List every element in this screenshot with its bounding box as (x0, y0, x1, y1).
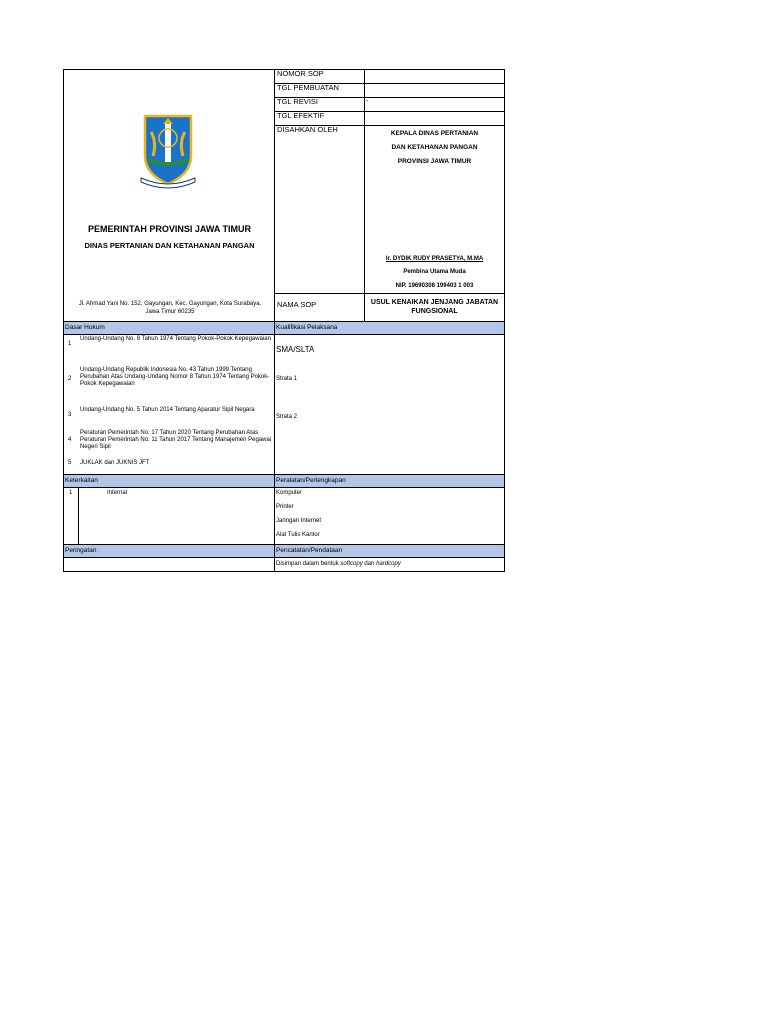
dasar-hukum-list (63, 334, 274, 474)
dasar-hukum-num: 3 (68, 412, 72, 418)
dasar-hukum-num: 4 (68, 437, 72, 443)
signer-name: Ir. DYDIK RUDY PRASETYA, M.MA (385, 256, 484, 262)
dasar-hukum-item-3: Undang-Undang No. 5 Tahun 2014 Tentang Aparatur Sipil Negara (80, 407, 255, 413)
peralatan-header: Peralatan/Perlengkapan (274, 474, 505, 487)
govt-name: PEMERINTAH PROVINSI JAWA TIMUR (87, 224, 251, 234)
kualifikasi-item-2: Strata 1 (276, 376, 298, 382)
meta-label-tgl-revisi: TGL REVISI (274, 97, 364, 111)
dasar-hukum-item-4: Peraturan Pemerintah No. 17 Tahun 2020 Tentang Perubahan Atas Peraturan Pemerintah No. 11 Tahun 2017 Tentang Manajemen Pegawai Negeri Sipil (80, 430, 272, 450)
pencatatan-softcopy: softcopy (340, 561, 363, 567)
kualifikasi-list (274, 334, 505, 474)
sop-name-label: NAMA SOP (274, 293, 364, 321)
meta-label-nomor-sop: NOMOR SOP (274, 69, 364, 83)
keterkaitan-num: 1 (69, 490, 73, 496)
dasar-hukum-item-1: Undang-Undang No. 8 Tahun 1974 Tentang Pokok-Pokok Kepegawaian (80, 336, 271, 342)
keterkaitan-text-cell (78, 487, 274, 544)
approval-label: DISAHKAN OLEH (274, 125, 364, 293)
pencatatan-prefix: Disimpan dalam bentuk (276, 561, 341, 567)
approval-block (364, 125, 505, 293)
peralatan-item-2: Printer (276, 504, 294, 510)
meta-value-nomor-sop (364, 69, 505, 83)
meta-value-tgl-efektif (364, 111, 505, 125)
approval-title-line-1: KEPALA DINAS PERTANIAN (390, 130, 479, 137)
approval-title-line-3: PROVINSI JAWA TIMUR (397, 158, 472, 165)
header-block (63, 69, 274, 321)
peringatan-text (63, 557, 274, 572)
peringatan-header: Peringatan (63, 544, 274, 557)
kualifikasi-item-3: Strata 2 (276, 414, 298, 420)
sop-document (63, 69, 505, 572)
logo (137, 112, 199, 192)
pencatatan-mid: dan (362, 561, 377, 567)
meta-value-tgl-pembuatan (364, 83, 505, 97)
peralatan-item-4: Alat Tulis Kantor (276, 532, 320, 538)
signer-rank: Pembina Utama Muda (403, 269, 466, 275)
keterkaitan-num-cell (63, 487, 78, 544)
kualifikasi-item-1: SMA/SLTA (276, 345, 315, 354)
signer-nip: NIP. 19690308 199403 1 003 (395, 283, 474, 289)
dasar-hukum-item-5: JUKLAK dan JUKNIS JFT (80, 460, 150, 466)
dasar-hukum-num: 5 (68, 460, 72, 466)
east-java-coat-of-arms-icon (137, 112, 199, 192)
pencatatan-hardcopy: hardcopy (376, 561, 401, 567)
keterkaitan-item-1: Internal (107, 490, 128, 496)
meta-label-tgl-pembuatan: TGL PEMBUATAN (274, 83, 364, 97)
keterkaitan-header: Keterkaitan (63, 474, 274, 487)
dasar-hukum-header: Dasar Hukum (63, 321, 274, 334)
sop-name-value: USUL KENAIKAN JENJANG JABATAN FUNGSIONAL (364, 293, 505, 321)
peralatan-item-1: Komputer (276, 490, 303, 496)
pencatatan-header: Pencatatan/Pendataan (274, 544, 505, 557)
dasar-hukum-num: 1 (68, 341, 72, 347)
agency-name: DINAS PERTANIAN DAN KETAHANAN PANGAN (84, 241, 255, 250)
kualifikasi-header: Kualifikasi Pelaksana (274, 321, 505, 334)
dasar-hukum-num: 2 (68, 376, 72, 382)
approval-title-line-2: DAN KETAHANAN PANGAN (391, 144, 478, 151)
peralatan-item-3: Jaringan Internet (276, 518, 322, 524)
address: Jl. Ahmad Yani No. 152, Gayungan, Kec. Gayungan, Kota Surabaya, Jawa Timur 60235 (78, 301, 262, 315)
pencatatan-text (274, 557, 505, 572)
meta-value-tgl-revisi: - (364, 97, 505, 111)
meta-label-tgl-efektif: TGL EFEKTIF (274, 111, 364, 125)
dasar-hukum-item-2: Undang-Undang Republik Indonesia No. 43 Tahun 1999 Tentang Perubahan Atas Undang-Undang Nomor 8 Tahun 1974 Tentang Pokok-Pokok Kepegawaian (80, 367, 270, 387)
peralatan-list (274, 487, 505, 544)
